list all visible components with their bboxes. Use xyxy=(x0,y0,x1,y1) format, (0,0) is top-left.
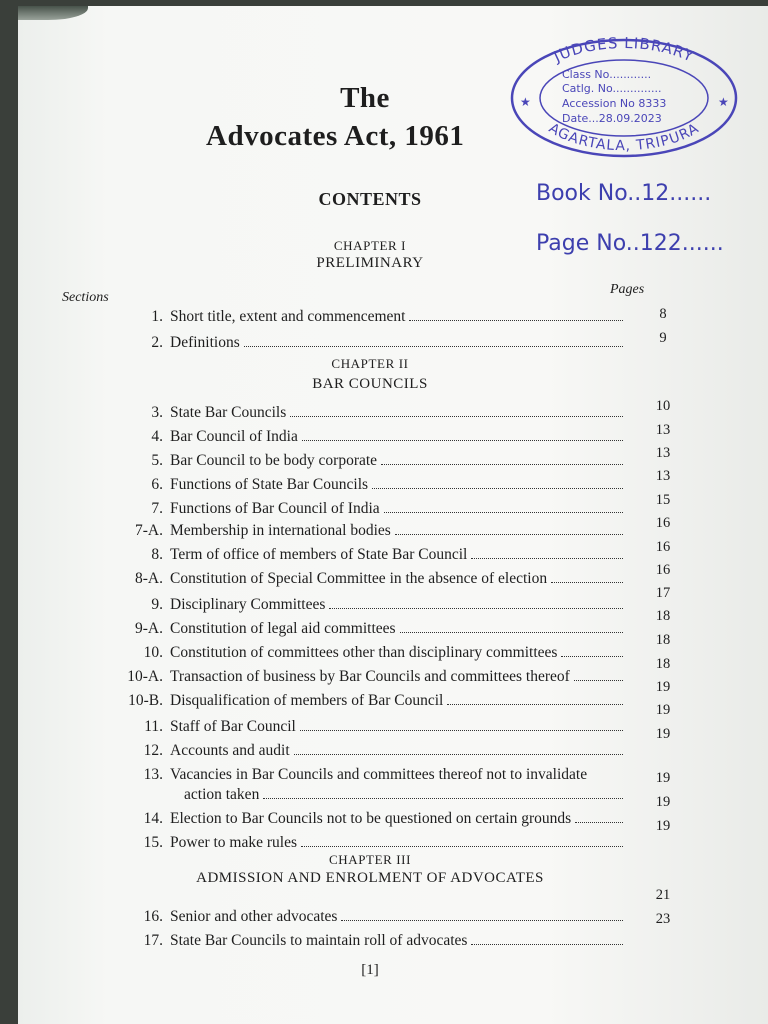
section-title: Functions of Bar Council of India xyxy=(170,500,380,517)
chapter-2-name: BAR COUNCILS xyxy=(312,376,428,392)
toc-row xyxy=(78,546,623,566)
document-page xyxy=(18,6,768,1024)
section-title-continuation: action taken xyxy=(184,786,260,803)
section-title: Definitions xyxy=(170,334,240,351)
section-number: 10-B. xyxy=(128,692,163,709)
section-title: Vacancies in Bar Councils and committees thereof not to invalidate xyxy=(170,766,588,783)
toc-row xyxy=(78,718,623,738)
toc-row xyxy=(78,742,623,762)
section-number: 6. xyxy=(151,476,163,493)
section-title: Accounts and audit xyxy=(170,742,290,759)
chapter-1-label: CHAPTER I xyxy=(333,238,407,253)
section-number: 17. xyxy=(143,932,163,949)
page-number: 18 xyxy=(655,632,671,648)
stamp-top-text: JUDGES LIBRARY xyxy=(550,34,697,66)
section-title: Membership in international bodies xyxy=(170,522,391,539)
toc-row xyxy=(78,308,623,328)
page-number: 23 xyxy=(655,911,671,927)
page-number: 19 xyxy=(655,770,671,786)
section-number: 8-A. xyxy=(135,570,163,587)
section-number: 13. xyxy=(143,766,163,783)
section-title: Term of office of members of State Bar Council xyxy=(170,546,468,563)
library-stamp xyxy=(506,34,742,158)
chapter-3-label: CHAPTER III xyxy=(328,852,412,867)
page-number: 9 xyxy=(659,330,667,346)
handwritten-book-no: Book No..12...... xyxy=(536,181,712,206)
page-number: 21 xyxy=(655,887,671,903)
page-number: 16 xyxy=(655,562,671,578)
handwritten-page-no: Page No..122...... xyxy=(536,231,724,256)
chapter-3-name: ADMISSION AND ENROLMENT OF ADVOCATES xyxy=(196,870,544,886)
toc-row xyxy=(78,834,623,854)
toc-row xyxy=(78,932,623,952)
section-title: Functions of State Bar Councils xyxy=(170,476,369,493)
toc-row xyxy=(78,596,623,616)
contents-heading: CONTENTS xyxy=(318,189,422,209)
section-title: Transaction of business by Bar Councils and committees thereof xyxy=(170,668,570,685)
section-title: Constitution of legal aid committees xyxy=(170,620,396,637)
page-number: 10 xyxy=(655,398,671,414)
section-title: Disqualification of members of Bar Council xyxy=(170,692,444,709)
stamp-catlg-no: Catlg. No.............. xyxy=(562,82,662,95)
page-number: 19 xyxy=(655,794,671,810)
page-number: 8 xyxy=(659,306,667,322)
section-title: Bar Council to be body corporate xyxy=(170,452,378,469)
section-title: State Bar Councils xyxy=(170,404,287,421)
section-title: Election to Bar Councils not to be questioned on certain grounds xyxy=(170,810,572,827)
section-number: 2. xyxy=(151,334,163,351)
stamp-bottom-text: AGARTALA, TRIPURA xyxy=(545,120,703,155)
section-number: 15. xyxy=(143,834,163,851)
toc-row xyxy=(78,908,623,928)
page-number: 17 xyxy=(655,585,671,601)
section-title: Staff of Bar Council xyxy=(170,718,296,735)
section-number: 8. xyxy=(151,546,163,563)
page-number: 16 xyxy=(655,515,671,531)
section-title: Disciplinary Committees xyxy=(170,596,326,613)
page-number: 19 xyxy=(655,702,671,718)
section-number: 5. xyxy=(151,452,163,469)
toc-row xyxy=(78,766,623,803)
title-act-name: Advocates Act, 1961 xyxy=(206,120,465,152)
svg-text:JUDGES LIBRARY xyxy=(550,34,697,66)
section-number: 16. xyxy=(143,908,163,925)
column-header-pages: Pages xyxy=(610,282,645,297)
toc-row xyxy=(78,476,623,496)
chapter-1-name: PRELIMINARY xyxy=(316,255,424,271)
page-corner-shadow xyxy=(18,6,88,20)
page-number: 18 xyxy=(655,608,671,624)
section-title: Bar Council of India xyxy=(170,428,298,445)
toc-row xyxy=(78,620,623,640)
chapter-2-label: CHAPTER II xyxy=(331,356,409,371)
page-number: 19 xyxy=(655,818,671,834)
toc-row xyxy=(78,810,623,830)
toc-row xyxy=(78,570,623,590)
toc-row xyxy=(78,404,623,424)
section-number: 10-A. xyxy=(127,668,163,685)
page-number: 13 xyxy=(655,468,671,484)
section-title: Short title, extent and commencement xyxy=(170,308,406,325)
stamp-star-left: ★ xyxy=(520,95,531,109)
section-number: 3. xyxy=(151,404,163,421)
toc-row xyxy=(78,668,623,688)
folio-page-number: [1] xyxy=(361,962,379,978)
page-number: 13 xyxy=(655,422,671,438)
section-number: 4. xyxy=(151,428,163,445)
section-number: 9-A. xyxy=(135,620,163,637)
page-number: 19 xyxy=(655,726,671,742)
toc-row xyxy=(78,644,623,664)
page-number: 18 xyxy=(655,656,671,672)
section-number: 9. xyxy=(151,596,163,613)
column-header-sections: Sections xyxy=(62,290,109,305)
toc-row xyxy=(78,428,623,448)
section-title: State Bar Councils to maintain roll of advocates xyxy=(170,932,468,949)
page-number: 13 xyxy=(655,445,671,461)
toc-row xyxy=(78,452,623,472)
toc-row xyxy=(78,500,623,520)
section-number: 14. xyxy=(143,810,163,827)
page-number: 16 xyxy=(655,539,671,555)
toc-row xyxy=(78,522,623,542)
section-title: Constitution of committees other than disciplinary committees xyxy=(170,644,558,661)
stamp-date: Date...28.09.2023 xyxy=(562,112,662,125)
section-number: 1. xyxy=(151,308,163,325)
section-number: 10. xyxy=(143,644,163,661)
title-the: The xyxy=(340,82,390,114)
stamp-accession-no: Accession No 8333 xyxy=(562,97,667,110)
section-title: Senior and other advocates xyxy=(170,908,338,925)
section-number: 7. xyxy=(151,500,163,517)
toc-row xyxy=(78,692,623,712)
section-number: 11. xyxy=(144,718,163,735)
page-number: 15 xyxy=(655,492,671,508)
section-title: Constitution of Special Committee in the absence of election xyxy=(170,570,548,587)
page-number: 19 xyxy=(655,679,671,695)
stamp-class-no: Class No............ xyxy=(562,68,652,81)
stamp-star-right: ★ xyxy=(718,95,729,109)
section-number: 12. xyxy=(143,742,163,759)
section-number: 7-A. xyxy=(135,522,163,539)
toc-row xyxy=(78,334,623,354)
section-title: Power to make rules xyxy=(170,834,297,851)
